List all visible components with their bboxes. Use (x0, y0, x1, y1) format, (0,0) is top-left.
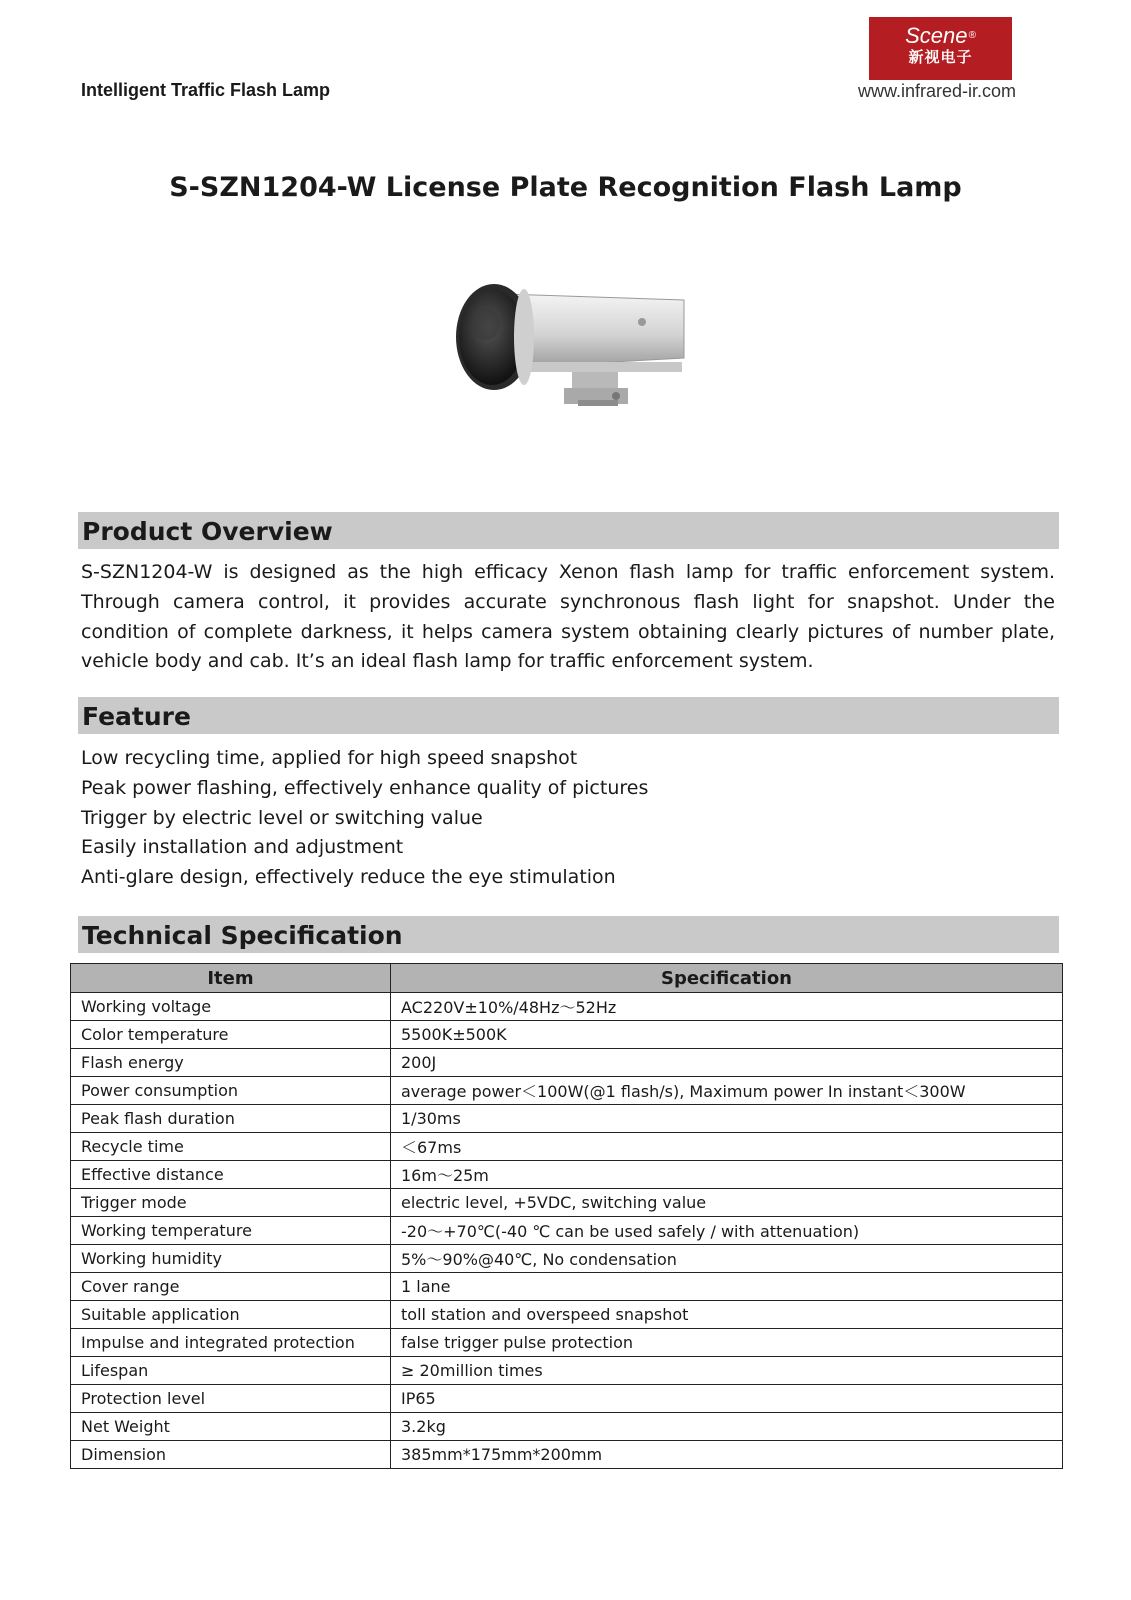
table-row (71, 1245, 1063, 1273)
table-row (71, 1441, 1063, 1469)
table-row (71, 1133, 1063, 1161)
spec-item: Working temperature (71, 1217, 391, 1245)
spec-value: false trigger pulse protection (391, 1329, 1063, 1357)
table-row (71, 1217, 1063, 1245)
logo-brand: Scene® (905, 23, 976, 48)
table-row (71, 1357, 1063, 1385)
spec-value: 1 lane (391, 1273, 1063, 1301)
table-row (71, 1189, 1063, 1217)
spec-item: Working voltage (71, 993, 391, 1021)
spec-item: Color temperature (71, 1021, 391, 1049)
spec-value: average power＜100W(@1 flash/s), Maximum power In instant＜300W (391, 1077, 1063, 1105)
feature-list (81, 744, 648, 893)
spec-item: Peak flash duration (71, 1105, 391, 1133)
table-row (71, 1329, 1063, 1357)
table-row (71, 1273, 1063, 1301)
table-row (71, 993, 1063, 1021)
spec-value: 16m～25m (391, 1161, 1063, 1189)
table-row (71, 1077, 1063, 1105)
spec-value: 385mm*175mm*200mm (391, 1441, 1063, 1469)
spec-value: 3.2kg (391, 1413, 1063, 1441)
spec-item: Cover range (71, 1273, 391, 1301)
spec-value: electric level, +5VDC, switching value (391, 1189, 1063, 1217)
spec-value: AC220V±10%/48Hz～52Hz (391, 993, 1063, 1021)
header-product-line: Intelligent Traffic Flash Lamp (81, 80, 331, 100)
table-row (71, 1021, 1063, 1049)
column-header-item: Item (71, 964, 391, 993)
overview-section-header (78, 512, 1059, 549)
spec-item: Impulse and integrated protection (71, 1329, 391, 1357)
overview-paragraph: S-SZN1204-W is designed as the high efficacy Xenon flash lamp for traffic enforcement system. Through camera control, it provides accurate synchronous flash light for snapshot. Under the condition of complete darkness, it helps camera system obtaining clearly pictures of number plate, vehicle body and cab. It’s an ideal flash lamp for traffic enforcement system. (81, 561, 1055, 673)
spec-value: -20～+70℃(-40 ℃ can be used safely / with attenuation) (391, 1217, 1063, 1245)
table-row (71, 1105, 1063, 1133)
column-header-specification: Specification (391, 964, 1063, 993)
spec-value: 1/30ms (391, 1105, 1063, 1133)
feature-item: Low recycling time, applied for high speed snapshot (81, 747, 578, 769)
spec-value: 200J (391, 1049, 1063, 1077)
spec-value: 5500K±500K (391, 1021, 1063, 1049)
feature-item: Peak power flashing, effectively enhance quality of pictures (81, 776, 649, 799)
table-row (71, 1049, 1063, 1077)
flash-lamp-image (446, 282, 696, 422)
spec-item: Trigger mode (71, 1189, 391, 1217)
overview-heading: Product Overview (82, 517, 333, 546)
spec-item: Recycle time (71, 1133, 391, 1161)
spec-value: ≥ 20million times (391, 1357, 1063, 1385)
feature-heading: Feature (82, 702, 191, 731)
table-row (71, 1385, 1063, 1413)
spec-section-header (78, 916, 1059, 953)
spec-item: Flash energy (71, 1049, 391, 1077)
spec-item: Net Weight (71, 1413, 391, 1441)
company-logo (869, 17, 1012, 80)
spec-table (70, 963, 1063, 1469)
spec-value: ＜67ms (391, 1133, 1063, 1161)
spec-heading: Technical Specification (82, 921, 403, 950)
table-row (71, 1161, 1063, 1189)
spec-value: 5%～90%@40℃, No condensation (391, 1245, 1063, 1273)
spec-header-row (71, 964, 1063, 993)
spec-value: toll station and overspeed snapshot (391, 1301, 1063, 1329)
spec-item: Suitable application (71, 1301, 391, 1329)
spec-item: Protection level (71, 1385, 391, 1413)
spec-item: Power consumption (71, 1077, 391, 1105)
website-url: www.infrared-ir.com (858, 81, 1017, 101)
feature-section-header (78, 697, 1059, 734)
spec-item: Effective distance (71, 1161, 391, 1189)
feature-item: Trigger by electric level or switching value (81, 806, 483, 829)
feature-item: Easily installation and adjustment (81, 836, 404, 859)
logo-chinese-name: 新视电子 (908, 48, 973, 66)
spec-value: IP65 (391, 1385, 1063, 1413)
feature-item: Anti-glare design, effectively reduce the eye stimulation (81, 866, 616, 889)
table-row (71, 1413, 1063, 1441)
table-row (71, 1301, 1063, 1329)
spec-item: Lifespan (71, 1357, 391, 1385)
spec-item: Dimension (71, 1441, 391, 1469)
spec-item: Working humidity (71, 1245, 391, 1273)
document-title: S-SZN1204-W License Plate Recognition Flash Lamp (169, 172, 962, 203)
